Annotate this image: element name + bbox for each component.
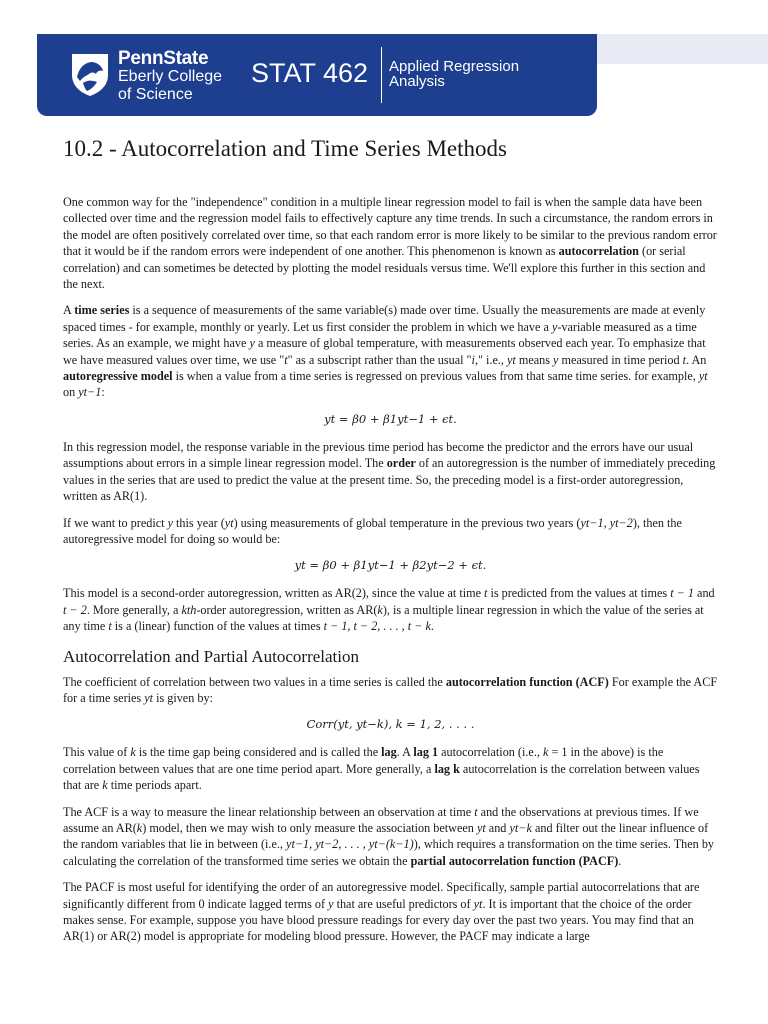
paragraph-time-series: A time series is a sequence of measurements of the same variable(s) made over time. Usually the measurements are made at evenly spaced times - for example, monthly or yearly. Let us first consider the problem in which we have a y-variable measured as a time series. As an example, we might have y a measure of global temperature, with measurements observed each year. To emphasize that we have measured values over time, we use "t" as a subscript rather than the usual "i," i.e., yt means y measured in time period t. An autoregressive model is when a value from a time series is regressed on previous values from that same time series. for example, yt on yt−1: bbox=[63, 303, 708, 400]
course-code[interactable]: STAT 462 bbox=[251, 58, 369, 88]
equation-ar2: yt = β0 + β1yt−1 + β2yt−2 + ϵt. bbox=[294, 558, 487, 573]
paragraph-kth-order: This model is a second-order autoregression, written as AR(2), since the value at time t is predicted from the values at times t − 1 and t − 2. More generally, a kth-order autoregression, written as AR(k), is a multiple linear regression in which the value of the series at any time t is a (linear) function of the values at times t − 1, t − 2, . . . , t − k. bbox=[63, 586, 715, 634]
paragraph-lag: This value of k is the time gap being considered and is called the lag. A lag 1 autocorrelation (i.e., k = 1 in the above) is the correlation between values that are one time period apart. More generally, a lag k autocorrelation is the correlation between values that are k time periods apart. bbox=[63, 745, 700, 793]
paragraph-pacf-usage: The PACF is most useful for identifying the order of an autoregressive model. Specifically, sample partial autocorrelations that are significantly different from 0 indicate lagged terms of y that are useful predictors of yt. It is important that the choice of the order makes sense. For example, suppose you have blood pressure readings for every day over the past two years. You may find that an AR(1) or AR(2) model is appropriate for modeling blood pressure. However, the PACF may indicate a large bbox=[63, 880, 700, 944]
paragraph-order: In this regression model, the response variable in the previous time period has become the predictor and the errors have our usual assumptions about errors in a simple linear regression model. The order of an autoregression is the number of immediately preceding values in the series that are used to predict the value at the present time. So, the preceding model is a first-order autoregression, written as AR(1). bbox=[63, 439, 716, 504]
nittany-lion-shield-icon[interactable] bbox=[69, 51, 111, 97]
term-acf: autocorrelation function (ACF) bbox=[445, 674, 609, 689]
term-time-series: time series bbox=[74, 303, 130, 318]
term-autocorrelation: autocorrelation bbox=[558, 244, 639, 259]
site-header bbox=[37, 34, 597, 116]
term-lag-k: lag k bbox=[434, 761, 460, 776]
paragraph-intro: One common way for the "independence" condition in a multiple linear regression model to fail is when the sample data have been collected over time and the regression model fails to effectively capture any time trends. In such a circumstance, the random errors in the model are often positively correlated over time, so that each random error is more likely to be similar to the previous random error that it would be if the random errors were independent of one another. This phenomenon is known as autocorrelation (or serial correlation) and can sometimes be detected by plotting the model residuals versus time. We'll explore this further in this section and the next. bbox=[63, 195, 717, 292]
paragraph-pacf-definition: The ACF is a way to measure the linear relationship between an observation at time t and the observations at previous times. If we assume an AR(k) model, then we may wish to only measure the association between yt and yt−k and filter out the linear influence of the random variables that lie in between (i.e., yt−1, yt−2, . . . , yt−(k−1)), which requires a transformation on the time series. Then by calculating the correlation of the transformed time series we obtain the partial autocorrelation function (PACF). bbox=[63, 804, 715, 868]
course-title-line1: Applied Regression bbox=[389, 58, 520, 75]
penn-state-brand[interactable] bbox=[118, 50, 222, 104]
term-autoregressive-model: autoregressive model bbox=[63, 369, 173, 384]
equation-acf: Corr(yt, yt−k), k = 1, 2, . . . . bbox=[306, 717, 475, 732]
equation-ar1: yt = β0 + β1yt−1 + ϵt. bbox=[324, 411, 457, 426]
header-stripe bbox=[597, 34, 768, 64]
term-order: order bbox=[386, 456, 416, 471]
term-lag: lag bbox=[381, 745, 397, 760]
paragraph-acf-definition: The coefficient of correlation between two values in a time series is called the autocorrelation function (ACF) For example the ACF for a time series yt is given by: bbox=[63, 674, 718, 705]
college-name-line1: Eberly College bbox=[118, 68, 223, 85]
section-heading-acf-pacf: Autocorrelation and Partial Autocorrelation bbox=[63, 646, 359, 666]
paragraph-two-years: If we want to predict y this year (yt) using measurements of global temperature in the previous two years (yt−1, yt−2), then the autoregressive model for doing so would be: bbox=[63, 515, 682, 546]
term-pacf: partial autocorrelation function (PACF) bbox=[410, 853, 619, 868]
term-lag-1: lag 1 bbox=[413, 745, 439, 760]
page-title: 10.2 - Autocorrelation and Time Series Methods bbox=[63, 136, 507, 161]
main-content bbox=[63, 134, 718, 955]
course-title bbox=[389, 59, 519, 89]
brand-name: PennState bbox=[118, 48, 209, 69]
college-name-line2: of Science bbox=[118, 86, 193, 103]
course-title-line2: Analysis bbox=[389, 73, 445, 90]
header-divider bbox=[381, 47, 382, 103]
